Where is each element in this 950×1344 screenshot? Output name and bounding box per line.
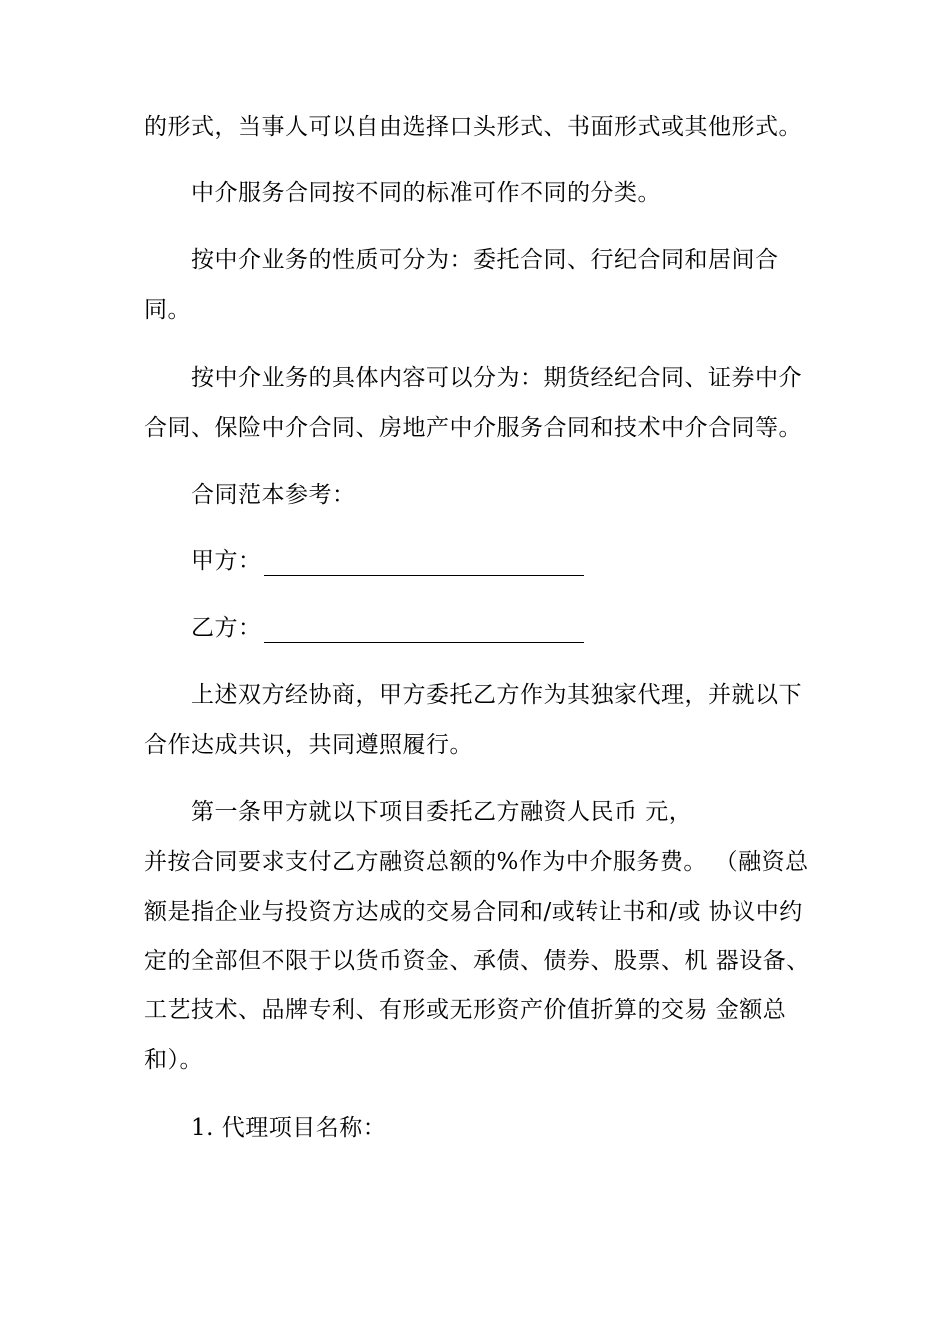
paragraph-line-11: 并按合同要求支付乙方融资总额的%作为中介服务费。 （融资总 — [144, 849, 809, 875]
paragraph-line-5: 按中介业务的具体内容可以分为：期货经纪合同、证券中介 — [191, 365, 802, 391]
paragraph-line-14: 工艺技术、品牌专利、有形或无形资产价值折算的交易 金额总 — [144, 997, 787, 1023]
paragraph-line-9: 合作达成共识，共同遵照履行。 — [144, 732, 473, 758]
party-b-blank-line — [264, 620, 584, 643]
paragraph-line-8: 上述双方经协商，甲方委托乙方作为其独家代理，并就以下 — [191, 682, 802, 708]
party-a-label: 甲方： — [191, 548, 262, 574]
paragraph-line-7: 合同范本参考： — [191, 482, 356, 508]
paragraph-line-6: 合同、保险中介合同、房地产中介服务合同和技术中介合同等。 — [144, 415, 802, 441]
paragraph-line-10: 第一条甲方就以下项目委托乙方融资人民币 元， — [191, 799, 693, 825]
party-b-row — [191, 613, 871, 643]
party-a-row — [191, 546, 871, 576]
party-a-blank-line — [264, 553, 584, 576]
paragraph-line-2: 中介服务合同按不同的标准可作不同的分类。 — [191, 180, 661, 206]
paragraph-line-15: 和）。 — [144, 1047, 203, 1073]
paragraph-line-1: 的形式，当事人可以自由选择口头形式、书面形式或其他形式。 — [144, 114, 802, 140]
party-b-label: 乙方： — [191, 615, 262, 641]
paragraph-line-16: 1. 代理项目名称： — [191, 1115, 387, 1141]
paragraph-line-12: 额是指企业与投资方达成的交易合同和/或转让书和/或 协议中约 — [144, 899, 803, 925]
paragraph-line-3: 按中介业务的性质可分为：委托合同、行纪合同和居间合 — [191, 247, 779, 273]
paragraph-line-4: 同。 — [144, 297, 191, 323]
paragraph-line-13: 定的全部但不限于以货币资金、承债、债券、股票、机 器设备、 — [144, 948, 810, 974]
